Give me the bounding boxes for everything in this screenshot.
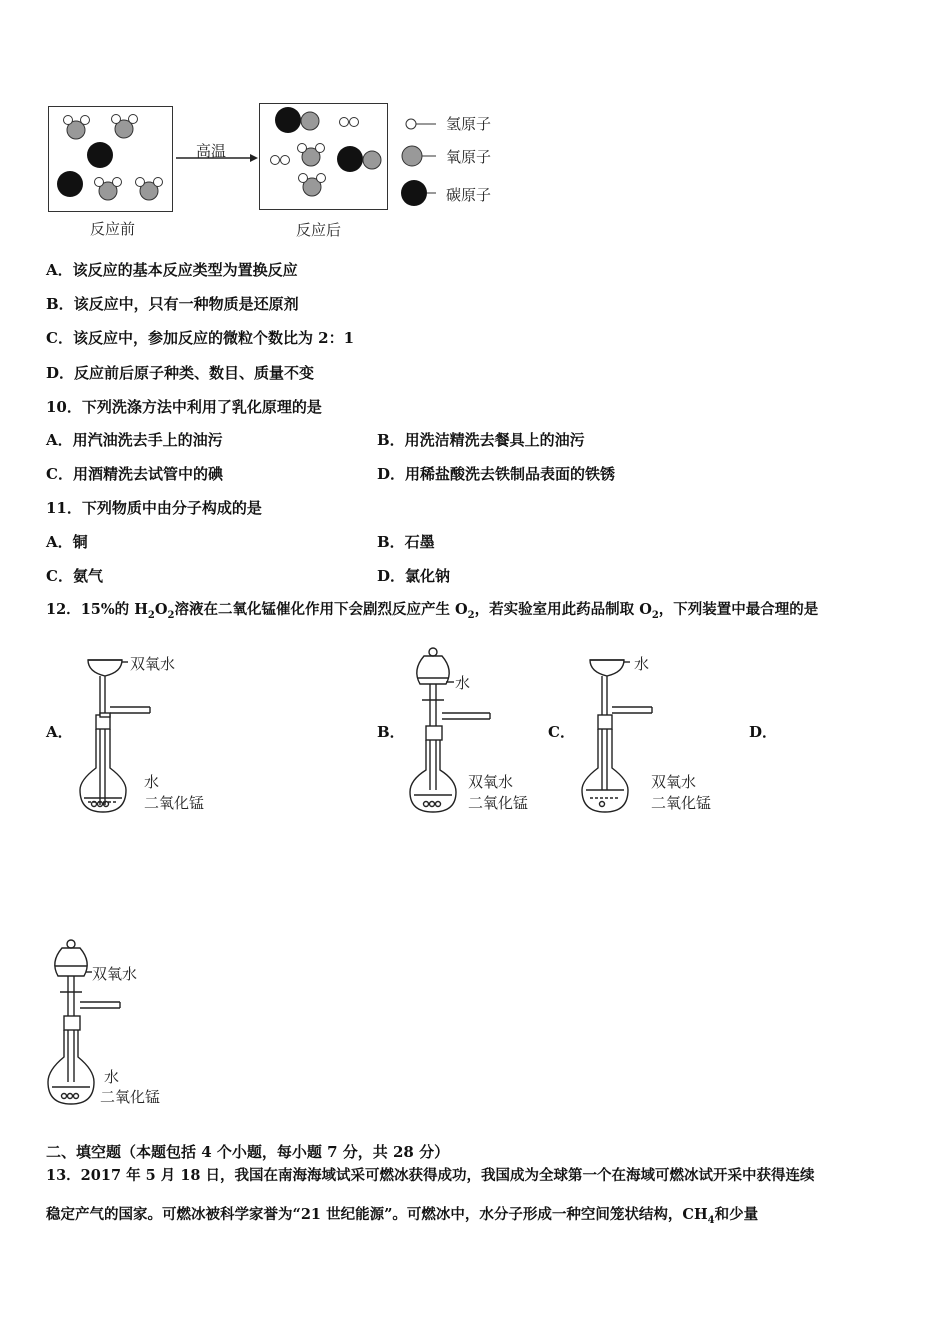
apparatus-d-top-label: 双氧水	[92, 965, 138, 983]
water-molecule	[64, 116, 90, 140]
apparatus-c-bottom-label: 二氧化锰	[651, 794, 712, 812]
q11-option-d: D．氯化钠	[377, 567, 451, 585]
carbon-atom	[57, 171, 83, 197]
apparatus-c-top-label: 水	[634, 655, 650, 673]
apparatus-c-liquid-label: 双氧水	[651, 773, 697, 791]
q10-option-b: B．用洗洁精洗去餐具上的油污	[377, 431, 585, 449]
q12-option-d: D．	[749, 723, 778, 741]
q12-option-b: B．	[377, 723, 405, 741]
apparatus-a-top-label: 双氧水	[130, 655, 176, 673]
q12-stem: 12．15%的 $H_2O_2$溶液在二氧化锰催化作用下会剧烈反应产生 $O_2$，若实验室用此药品制取 $O_2$，下列装置中最合理的是	[46, 601, 819, 621]
apparatus-b-liquid-label: 双氧水	[468, 773, 514, 791]
apparatus-d-bottom-label: 二氧化锰	[100, 1088, 161, 1106]
q11-option-a: A．铜	[46, 533, 88, 551]
legend-carbon-label: 碳原子	[446, 186, 492, 204]
co-molecule	[275, 107, 319, 133]
q10-option-d: D．用稀盐酸洗去铁制品表面的铁锈	[377, 465, 616, 483]
apparatus-a-water-label: 水	[144, 773, 160, 791]
q10-option-a: A．用汽油洗去手上的油污	[46, 431, 223, 449]
q11-stem: 11．下列物质中由分子构成的是	[46, 499, 262, 517]
legend-hydrogen-label: 氢原子	[446, 115, 492, 133]
q9-option-c: C．该反应中，参加反应的微粒个数比为 2：1	[46, 329, 355, 347]
q10-stem: 10．下列洗涤方法中利用了乳化原理的是	[46, 398, 322, 416]
apparatus-b-top-label: 水	[455, 674, 471, 692]
water-molecule	[136, 178, 163, 201]
legend-hydrogen	[406, 119, 436, 129]
h2-molecule	[271, 156, 290, 165]
section2-heading: 二、填空题（本题包括 4 个小题，每小题 7 分，共 28 分）	[46, 1143, 450, 1161]
apparatus-b-bottom-label: 二氧化锰	[468, 794, 529, 812]
q12-option-c: C．	[548, 723, 575, 741]
q11-option-c: C．氨气	[46, 567, 103, 585]
q9-option-d: D．反应前后原子种类、数目、质量不变	[46, 364, 315, 382]
condition-label: 高温	[196, 142, 227, 160]
legend-oxygen	[402, 146, 436, 166]
apparatus-d-water-label: 水	[104, 1068, 120, 1086]
q13-line2: 稳定产气的国家。可燃冰被科学家誉为“21 世纪能源”。可燃冰中，水分子形成一种空间笼状结构，$CH_4$和少量	[46, 1206, 759, 1226]
q9-option-b: B．该反应中，只有一种物质是还原剂	[46, 295, 299, 313]
water-molecule	[299, 174, 326, 197]
water-molecule	[112, 115, 138, 139]
q10-option-c: C．用酒精洗去试管中的碘	[46, 465, 223, 483]
water-molecule	[298, 144, 325, 167]
q11-option-b: B．石墨	[377, 533, 435, 551]
co-molecule	[337, 146, 381, 172]
h2-molecule	[340, 118, 359, 127]
q12-option-a: A．	[46, 723, 73, 741]
carbon-atom	[87, 142, 113, 168]
after-caption: 反应后	[296, 221, 342, 239]
q13-line1: 13．2017 年 5 月 18 日，我国在南海海域试采可燃冰获得成功，我国成为全球第一个在海域可燃冰试开采中获得连续	[46, 1167, 815, 1184]
water-molecule	[95, 178, 122, 201]
q9-option-a: A．该反应的基本反应类型为置换反应	[46, 261, 298, 279]
legend-oxygen-label: 氧原子	[446, 148, 492, 166]
before-caption: 反应前	[90, 220, 136, 238]
apparatus-a-bottom-label: 二氧化锰	[144, 794, 205, 812]
legend-carbon	[401, 180, 436, 206]
